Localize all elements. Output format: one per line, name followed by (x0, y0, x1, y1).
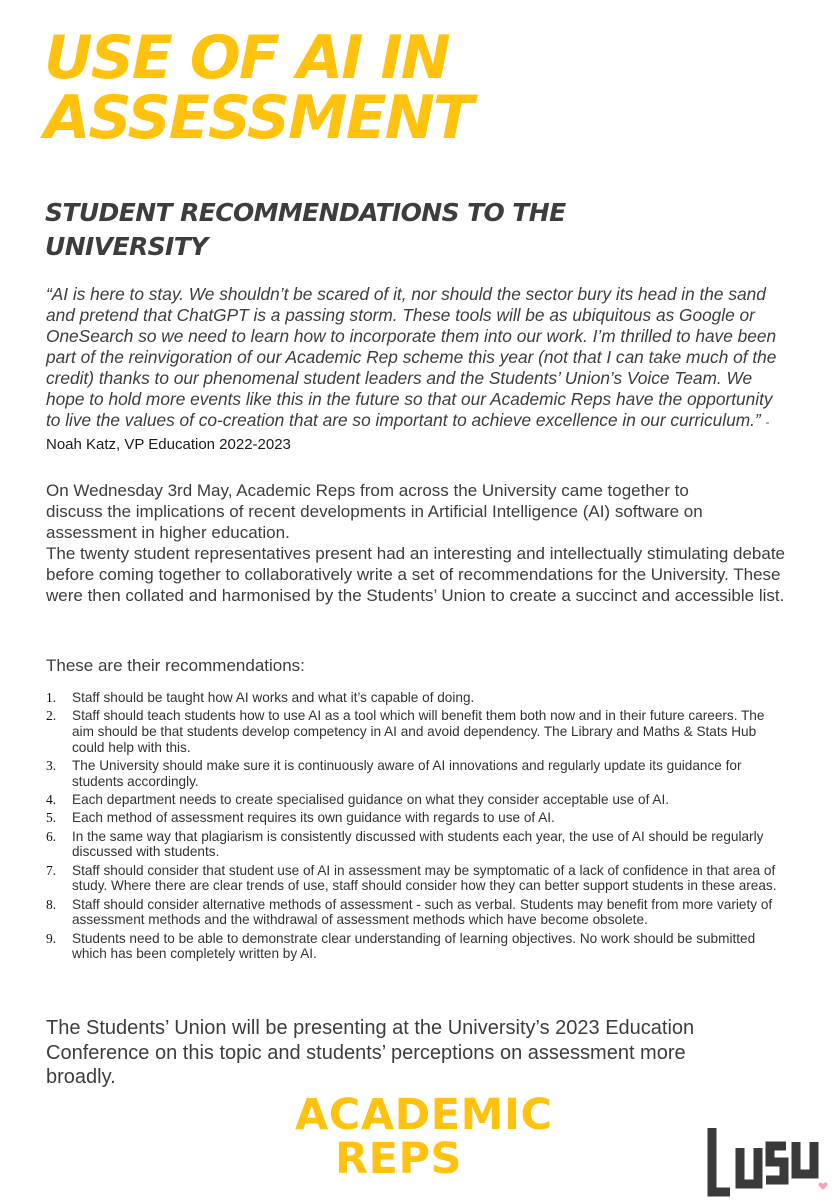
list-item-text: The University should make sure it is continuously aware of AI innovations and regularly update its guidance for students accordingly. (72, 757, 742, 789)
academic-reps-logo (295, 1090, 553, 1184)
intro-paragraph-1: On Wednesday 3rd May, Academic Reps from across the University came together to discuss the implications of recent developments in Artificial Intelligence (AI) software on assessment in higher education. (46, 481, 703, 542)
page-subtitle: STUDENT RECOMMENDATIONS TO THE UNIVERSITY (45, 198, 566, 261)
list-item-number: 2. (46, 708, 57, 724)
page-title: USE OF AI IN ASSESSMENT (44, 23, 472, 153)
list-item-number: 5. (46, 810, 57, 826)
quote-dash: - (765, 415, 770, 429)
list-item-text: Staff should be taught how AI works and what it’s capable of doing. (72, 690, 475, 705)
list-item-number: 3. (46, 757, 57, 773)
list-item (46, 863, 781, 894)
list-item-text: In the same way that plagiarism is consistently discussed with students each year, the use of AI should be regularly discussed with students. (72, 828, 764, 860)
list-item-text: Staff should teach students how to use AI as a tool which will benefit them both now and in their future careers. The aim should be that students develop competency in AI and avoid dependency. The Library and Maths & Stats Hub could help with this. (72, 708, 765, 755)
lusu-logo-icon (706, 1118, 830, 1200)
list-item-text: Staff should consider alternative methods of assessment - such as verbal. Students may benefit from more variety of assessment methods and the withdrawal of assessment methods which have become obsolete. (72, 896, 773, 928)
list-item-text: Staff should consider that student use of AI in assessment may be symptomatic of a lack of confidence in that area of study. Where there are clear trends of use, staff should consider how they can better support students in these areas. (72, 862, 777, 894)
list-item-text: Students need to be able to demonstrate clear understanding of learning objectives. No work should be submitted which has been completely written by AI. (72, 930, 756, 962)
quote-text: “AI is here to stay. We shouldn’t be scared of it, nor should the sector bury its head in the sand and pretend that ChatGPT is a passing storm. These tools will be as ubiquitous as Google or OneSearch so we need to learn how to incorporate them into our work. I’m thrilled to have been part of the reinvigoration of our Academic Rep scheme this year (not that I can take much of the credit) thanks to our phenomenal student leaders and the Students’ Union’s Voice Team. We hope to hold more events like this in the future so that our Academic Reps have the opportunity to live the values of co-creation that are so important to achieve excellence in our curriculum.” (46, 284, 777, 430)
logo-line-1: ACADEMIC (295, 1090, 553, 1140)
recommendations-lead: These are their recommendations: (46, 656, 305, 675)
list-item (46, 897, 781, 928)
list-item-number: 7. (46, 862, 57, 878)
list-item-number: 4. (46, 791, 57, 807)
closing-paragraph: The Students’ Union will be presenting at the University’s 2023 Education Conference on this topic and students’ perceptions on assessment more broadly. (46, 1017, 695, 1088)
list-item (46, 690, 781, 706)
list-item-number: 9. (46, 930, 57, 946)
logo-line-2: REPS (335, 1134, 462, 1184)
list-item (46, 758, 781, 789)
list-item (46, 810, 781, 826)
heart-icon (818, 1183, 827, 1190)
quote-block (46, 284, 781, 455)
list-item-number: 8. (46, 896, 57, 912)
intro-section (46, 480, 786, 606)
list-item-number: 6. (46, 828, 57, 844)
list-item-text: Each department needs to create specialised guidance on what they consider acceptable use of AI. (72, 791, 669, 807)
intro-paragraph-2: The twenty student representatives present had an interesting and intellectually stimulating debate before coming together to collaboratively write a set of recommendations for the University. These were then collated and harmonised by the Students’ Union to create a succinct and accessible list. (46, 544, 786, 605)
list-item (46, 829, 781, 860)
list-item (46, 931, 781, 962)
list-item-number: 1. (46, 690, 57, 705)
list-item-text: Each method of assessment requires its own guidance with regards to use of AI. (72, 810, 555, 826)
list-item (46, 708, 781, 755)
quote-attribution: Noah Katz, VP Education 2022-2023 (46, 436, 291, 453)
list-item (46, 792, 781, 808)
recommendations-list (46, 690, 781, 965)
